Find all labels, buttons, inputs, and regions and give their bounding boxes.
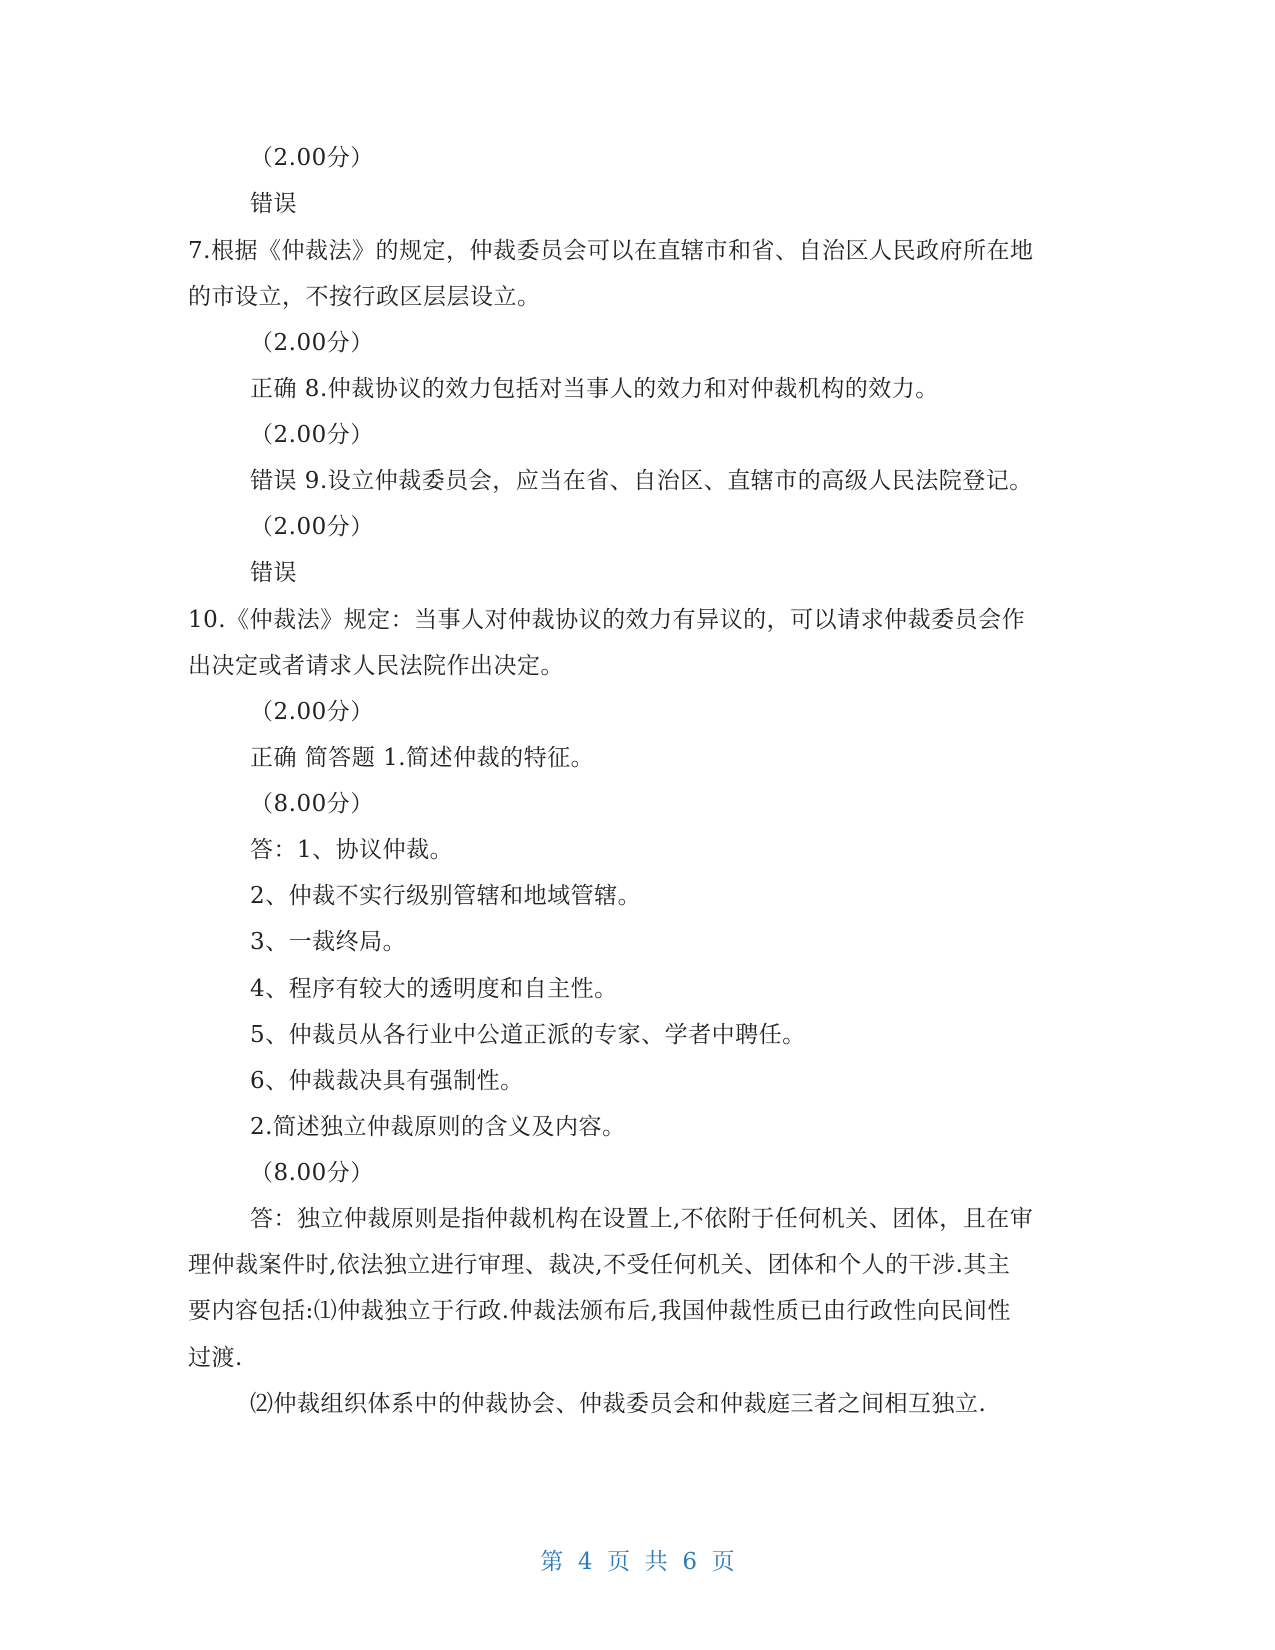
score-line: （8.00分） [250, 791, 374, 817]
short-answer-2-line-1: 答：独立仲裁原则是指仲裁机构在设置上,不依附于任何机关、团体，且在审 [250, 1206, 1034, 1232]
answer-and-short-answer-1: 正确 简答题 1.简述仲裁的特征。 [250, 745, 595, 771]
short-answer-2-line-3: 要内容包括:⑴仲裁独立于行政.仲裁法颁布后,我国仲裁性质已由行政性向民间性 [188, 1298, 1011, 1324]
score-line: （2.00分） [250, 699, 374, 725]
short-answer-2-line-4: 过渡. [188, 1345, 243, 1371]
answer-line: 错误 [250, 191, 297, 217]
answer-and-question-8: 正确 8.仲裁协议的效力包括对当事人的效力和对仲裁机构的效力。 [250, 376, 939, 402]
question-7-line-2: 的市设立，不按行政区层层设立。 [188, 284, 541, 310]
short-answer-1-point-5: 5、仲裁员从各行业中公道正派的专家、学者中聘任。 [250, 1022, 806, 1048]
page-number-footer: 第 4 页 共 6 页 [540, 1549, 735, 1575]
short-answer-2-line-5: ⑵仲裁组织体系中的仲裁协会、仲裁委员会和仲裁庭三者之间相互独立. [250, 1391, 987, 1417]
score-line: （2.00分） [250, 145, 374, 171]
answer-and-question-9: 错误 9.设立仲裁委员会，应当在省、自治区、直辖市的高级人民法院登记。 [250, 468, 1033, 494]
score-line: （2.00分） [250, 514, 374, 540]
short-answer-1-point-3: 3、一裁终局。 [250, 929, 407, 955]
short-answer-1-point-1: 答：1、协议仲裁。 [250, 837, 454, 863]
short-answer-2-question: 2.简述独立仲裁原则的含义及内容。 [250, 1114, 626, 1140]
score-line: （2.00分） [250, 422, 374, 448]
question-10-line-1: 10.《仲裁法》规定：当事人对仲裁协议的效力有异议的，可以请求仲裁委员会作 [188, 607, 1026, 633]
short-answer-2-line-2: 理仲裁案件时,依法独立进行审理、裁决,不受任何机关、团体和个人的干涉.其主 [188, 1252, 1011, 1278]
short-answer-1-point-6: 6、仲裁裁决具有强制性。 [250, 1068, 524, 1094]
short-answer-1-point-4: 4、程序有较大的透明度和自主性。 [250, 976, 618, 1002]
question-7-line-1: 7.根据《仲裁法》的规定，仲裁委员会可以在直辖市和省、自治区人民政府所在地 [188, 238, 1034, 264]
answer-line: 错误 [250, 560, 297, 586]
short-answer-1-point-2: 2、仲裁不实行级别管辖和地域管辖。 [250, 883, 642, 909]
score-line: （2.00分） [250, 330, 374, 356]
question-10-line-2: 出决定或者请求人民法院作出决定。 [188, 653, 564, 679]
score-line: （8.00分） [250, 1160, 374, 1186]
